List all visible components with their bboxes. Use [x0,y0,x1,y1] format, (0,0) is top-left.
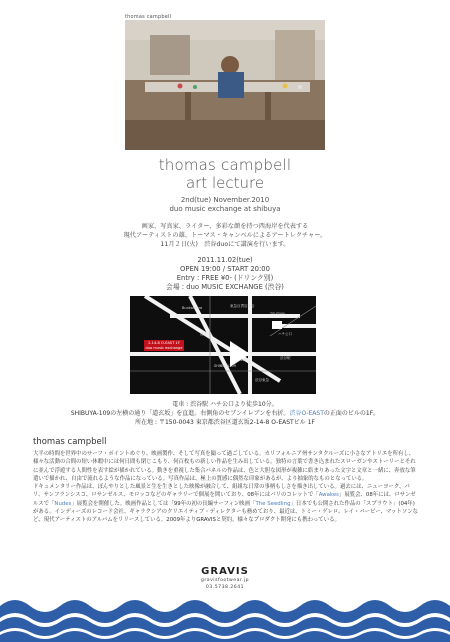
venue-map [130,296,316,394]
intro-line-1: 画家、写真家、ライター、多彩な顔を持つ西海岸を代表する [141,223,309,230]
artist-photo [125,20,325,150]
event-date: 2011.11.02(tue) [197,256,253,264]
bio-heading: thomas campbell [33,437,107,447]
bio-paragraph-2-c: 」展覧会を開催した。映画作品としては「99年の初の長編サーフィン映画「 [71,500,256,507]
lecture-date-line: 2nd(tue) November.2010 [180,196,270,204]
map-label-tokyu: 東急百貨店本店 [230,304,255,308]
map-label-shibuya-station: 渋谷駅 [280,356,291,360]
brand-logo: GRAVIS [201,566,249,577]
event-time: OPEN 19:00 / START 20:00 [180,265,270,273]
map-label-109: 109 [240,358,247,362]
bio-text [33,450,418,525]
map-label-tsutaya: TSUTAYA [270,312,286,316]
bio-paragraph-2-d: 」日本でも公開された作品の「スプラウト」(04年)がある。インディーズのレコード会社、ギャラクシアのクリエイティブ・ディレクターも務めており、最近は、トミー・ゲレロ、レイ・バービー、マットソンなど、現代アーティストのアルバムをリリースしている。2009年よりGRAVISと契約。様々なプロダクト開発にも携わっている。 [33,500,418,524]
access-line-1: 電車 : 渋谷駅 ハチ公口より徒歩10分。 [172,401,278,408]
map-label-bunkamura: Bunkamura [182,306,203,310]
map-venue-tag [144,340,184,351]
map-label-hachiko: ハチ公口 [278,332,292,336]
bio-highlight-seedling: The Seedling [255,500,291,507]
map-label-shibuya109: SHIBUYA109 [214,364,236,368]
brand-url: gravisfootwear.jp [200,578,250,583]
photo-caption: thomas campbell [125,14,172,20]
lecture-venue-line: duo music exchange at shibuya [169,205,281,213]
access-line-2-pre: SHIBUYA-109の左横の通り「道玄坂」を直進。右側角のセブンイレブンを右折。 [70,410,290,417]
bio-paragraph-2-b: 」展覧会、08年には、ロサンゼルスで「 [33,492,416,507]
bio-paragraph-2-a: ドキュメンタリー作品は、ぼんやりとした風景と生を生きとした映像が融合して、組組な日常の事柄もしさを描き出している。過去には、ニューヨーク、パリ、サンフランシスコ、ロサンゼルス、モロッコなどのギャラリーで個展を開いており、08年にはパリのコレットで「 [33,484,410,499]
bio-paragraph-1: 大半の時間を世界中のサーフ・ポイントめぐり、映画製作、そして写真を撮って過ごしている。カリフォルニア州サンタクルーズに小さなアトリエを所有し、様々な活動の合間の短い休暇中には何日間も閉じこもり、何百枚もの新しい作品を生み出している。独特の言葉で書き込まれたスローガンやストーリーとそれに並んで浮遊する人間性を表す絵が描かれている。動きを重視した集合パネルの作品は、色と大胆な図形が複雑に絡まりあった文字と文章と一緒に、奔放な筆遣いで描かれ、自由で流れるような作品になっている。写真作品は、極上の質感に偶然な印象があるが、より抽象的なものとなっている。 [33,451,416,482]
bio-highlight-awakes: Awakes [318,492,339,499]
access-line-3: 所在地 : 〒150-0043 東京都渋谷区道玄坂2-14-8 O-EASTビル 1F [135,419,315,426]
lecture-name-title: thomas campbell [158,156,292,174]
lecture-subtitle: art lecture [185,174,265,192]
map-label-dogenzaka: 道玄坂 [200,332,211,336]
event-venue: 会場 : duo MUSIC EXCHANGE (渋谷) [166,283,284,291]
access-line-2-post: の正面のビルの1F。 [323,410,380,417]
brand-phone: 03.5738.2641 [205,585,245,590]
bio-highlight-nudes: Nudes [54,500,72,507]
map-venue-tag-line1: 2-14-8 O-EAST 1F [148,341,180,345]
map-label-shibuya-tokyu: 渋谷東急 [255,378,269,382]
wave-decoration [0,592,450,642]
event-entry: Entry : FREE ¥0- (ドリンク別) [176,274,274,282]
access-line-2-highlight: 渋谷O-EAST [289,410,324,417]
intro-line-2: 現代アーティストの雄、トーマス・キャンベルによるアートレクチャー。 [123,232,327,239]
bio-paragraph-2 [33,483,418,524]
access-line-2 [0,410,450,419]
map-venue-tag-line2: duo music exchange [145,345,183,350]
intro-line-3: 11月２日(火) 渋谷duoにて講演を行います。 [160,241,290,248]
